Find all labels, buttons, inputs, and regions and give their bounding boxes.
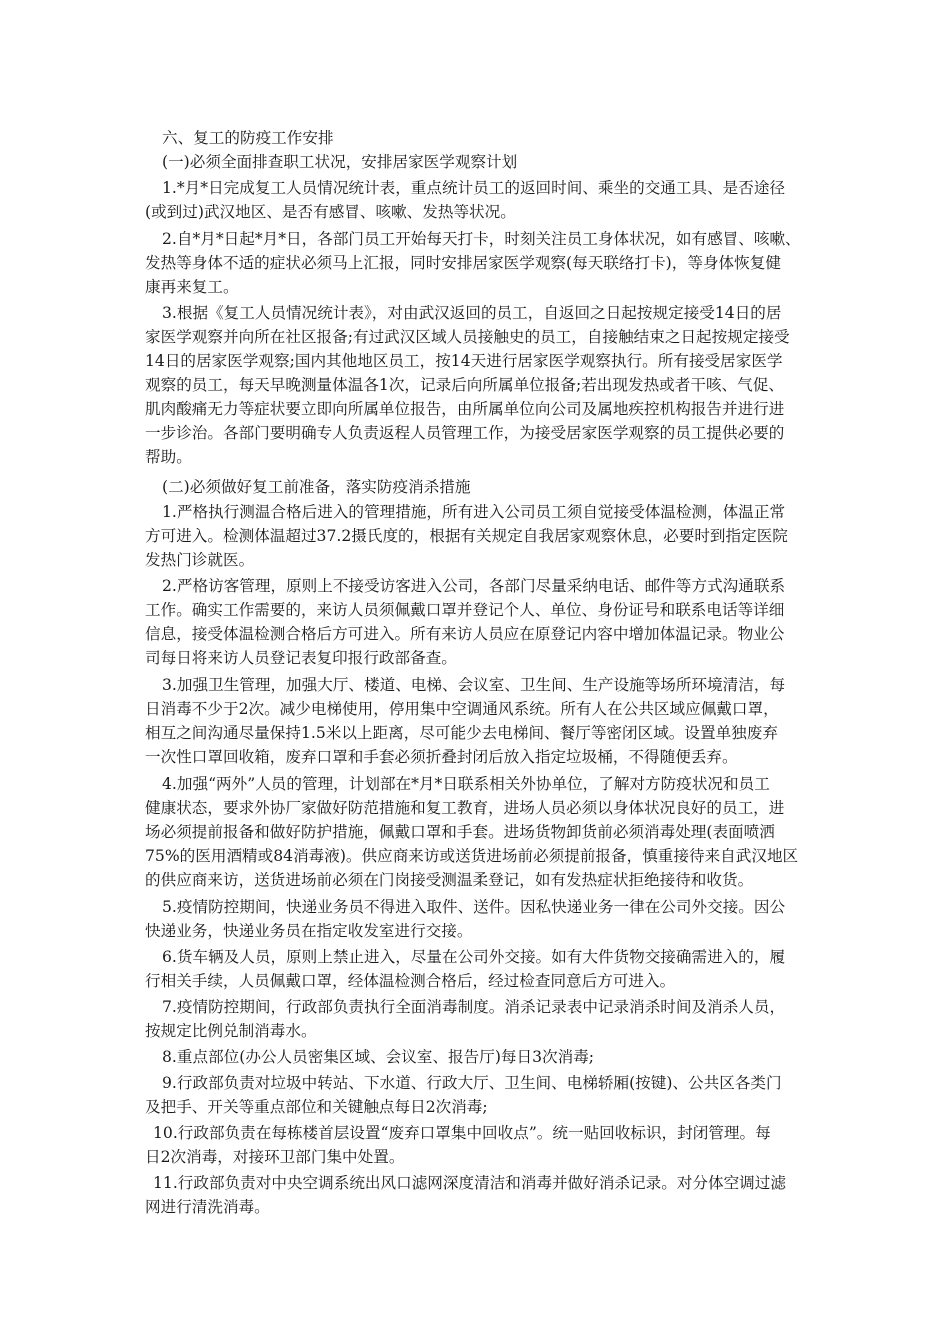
paragraph-line: 的供应商来访，送货进场前必须在门岗接受测温柔登记，如有发热症状拒绝接待和收货。: [145, 871, 754, 889]
section-heading: 六、复工的防疫工作安排: [162, 129, 334, 147]
paragraph-line: 帮助。: [145, 448, 192, 466]
paragraph-line: 行相关手续，人员佩戴口罩，经体温检测合格后，经过检查同意后方可进入。: [145, 972, 676, 990]
paragraph-line: 网进行清洗消毒。: [145, 1198, 270, 1216]
paragraph-line: 康再来复工。: [145, 278, 239, 296]
paragraph-line: 肌肉酸痛无力等症状要立即向所属单位报告，由所属单位向公司及属地疾控机构报告并进行进: [145, 400, 785, 418]
paragraph-line: 健康状态，要求外协厂家做好防范措施和复工教育，进场人员必须以身体状况良好的员工，进: [145, 799, 785, 817]
paragraph-line: 75%的医用酒精或84消毒液)。供应商来访或送货进场前必须提前报备，慎重接待来自武汉地区: [145, 847, 799, 865]
paragraph-line: 1.*月*日完成复工人员情况统计表，重点统计员工的返回时间、乘坐的交通工具、是否途径: [162, 179, 786, 197]
paragraph-line: 11.行政部负责对中央空调系统出风口滤网深度清洁和消毒并做好消杀记录。对分体空调过滤: [153, 1174, 786, 1192]
paragraph-line: 观察的员工，每天早晚测量体温各1次，记录后向所属单位报备;若出现发热或者干咳、气促、: [145, 376, 784, 394]
paragraph-line: 日2次消毒，对接环卫部门集中处置。: [145, 1148, 405, 1166]
paragraph-line: 9.行政部负责对垃圾中转站、下水道、行政大厅、卫生间、电梯轿厢(按键)、公共区各类门: [162, 1074, 782, 1092]
paragraph-line: 14日的居家医学观察;国内其他地区员工，按14天进行居家医学观察执行。所有接受居家医学: [145, 352, 783, 370]
paragraph-line: 6.货车辆及人员，原则上禁止进入，尽量在公司外交接。如有大件货物交接确需进入的，履: [162, 948, 786, 966]
paragraph-line: 方可进入。检测体温超过37.2摄氏度的，根据有关规定自我居家观察休息，必要时到指定医院: [145, 527, 788, 545]
paragraph-line: 3.加强卫生管理，加强大厅、楼道、电梯、会议室、卫生间、生产设施等场所环境清洁，每: [162, 676, 786, 694]
paragraph-line: 按规定比例兑制消毒水。: [145, 1022, 317, 1040]
paragraph-line: (或到过)武汉地区、是否有感冒、咳嗽、发热等状况。: [145, 203, 516, 221]
paragraph-line: 工作。确实工作需要的，来访人员须佩戴口罩并登记个人、单位、身份证号和联系电话等详细: [145, 601, 785, 619]
paragraph-line: 2.自*月*日起*月*日，各部门员工开始每天打卡，时刻关注员工身体状况，如有感冒、咳嗽、: [162, 230, 801, 248]
paragraph-line: 相互之间沟通尽量保持1.5米以上距离，尽可能少去电梯间、餐厅等密闭区域。设置单独废弃: [145, 724, 778, 742]
paragraph-line: 2.严格访客管理，原则上不接受访客进入公司，各部门尽量采纳电话、邮件等方式沟通联系: [162, 577, 786, 595]
paragraph-line: 10.行政部负责在每栋楼首层设置“废弃口罩集中回收点”。统一贴回收标识，封闭管理。每: [153, 1124, 771, 1142]
paragraph-line: 场必须提前报备和做好防护措施，佩戴口罩和手套。进场货物卸货前必须消毒处理(表面喷洒: [145, 823, 775, 841]
paragraph-line: 7.疫情防控期间，行政部负责执行全面消毒制度。消杀记录表中记录消杀时间及消杀人员，: [162, 998, 786, 1016]
paragraph-line: 8.重点部位(办公人员密集区域、会议室、报告厅)每日3次消毒;: [162, 1048, 595, 1066]
subsection-heading: (二)必须做好复工前准备，落实防疫消杀措施: [162, 478, 471, 496]
paragraph-line: 快递业务，快递业务员在指定收发室进行交接。: [145, 922, 473, 940]
paragraph-line: 司每日将来访人员登记表复印报行政部备查。: [145, 649, 457, 667]
paragraph-line: 信息，接受体温检测合格后方可进入。所有来访人员应在原登记内容中增加体温记录。物业公: [145, 625, 785, 643]
paragraph-line: 一步诊治。各部门要明确专人负责返程人员管理工作，为接受居家医学观察的员工提供必要的: [145, 424, 785, 442]
subsection-heading: (一)必须全面排查职工状况，安排居家医学观察计划: [162, 153, 518, 171]
paragraph-line: 及把手、开关等重点部位和关键触点每日2次消毒;: [145, 1098, 488, 1116]
paragraph-line: 发热等身体不适的症状必须马上汇报，同时安排居家医学观察(每天联络打卡)，等身体恢复健: [145, 254, 781, 272]
paragraph-line: 1.严格执行测温合格后进入的管理措施，所有进入公司员工须自觉接受体温检测，体温正常: [162, 503, 786, 521]
paragraph-line: 家医学观察并向所在社区报备;有过武汉区域人员接触史的员工，自接触结束之日起按规定接受: [145, 328, 790, 346]
paragraph-line: 4.加强“两外”人员的管理，计划部在*月*日联系相关外协单位，了解对方防疫状况和员工: [162, 775, 770, 793]
paragraph-line: 一次性口罩回收箱，废弃口罩和手套必须折叠封闭后放入指定垃圾桶，不得随便丢弃。: [145, 748, 738, 766]
paragraph-line: 5.疫情防控期间，快递业务员不得进入取件、送件。因私快递业务一律在公司外交接。因公: [162, 898, 786, 916]
paragraph-line: 日消毒不少于2次。减少电梯使用，停用集中空调通风系统。所有人在公共区域应佩戴口罩，: [145, 700, 779, 718]
paragraph-line: 发热门诊就医。: [145, 551, 255, 569]
paragraph-line: 3.根据《复工人员情况统计表》，对由武汉返回的员工，自返回之日起按规定接受14日的居: [162, 304, 782, 322]
